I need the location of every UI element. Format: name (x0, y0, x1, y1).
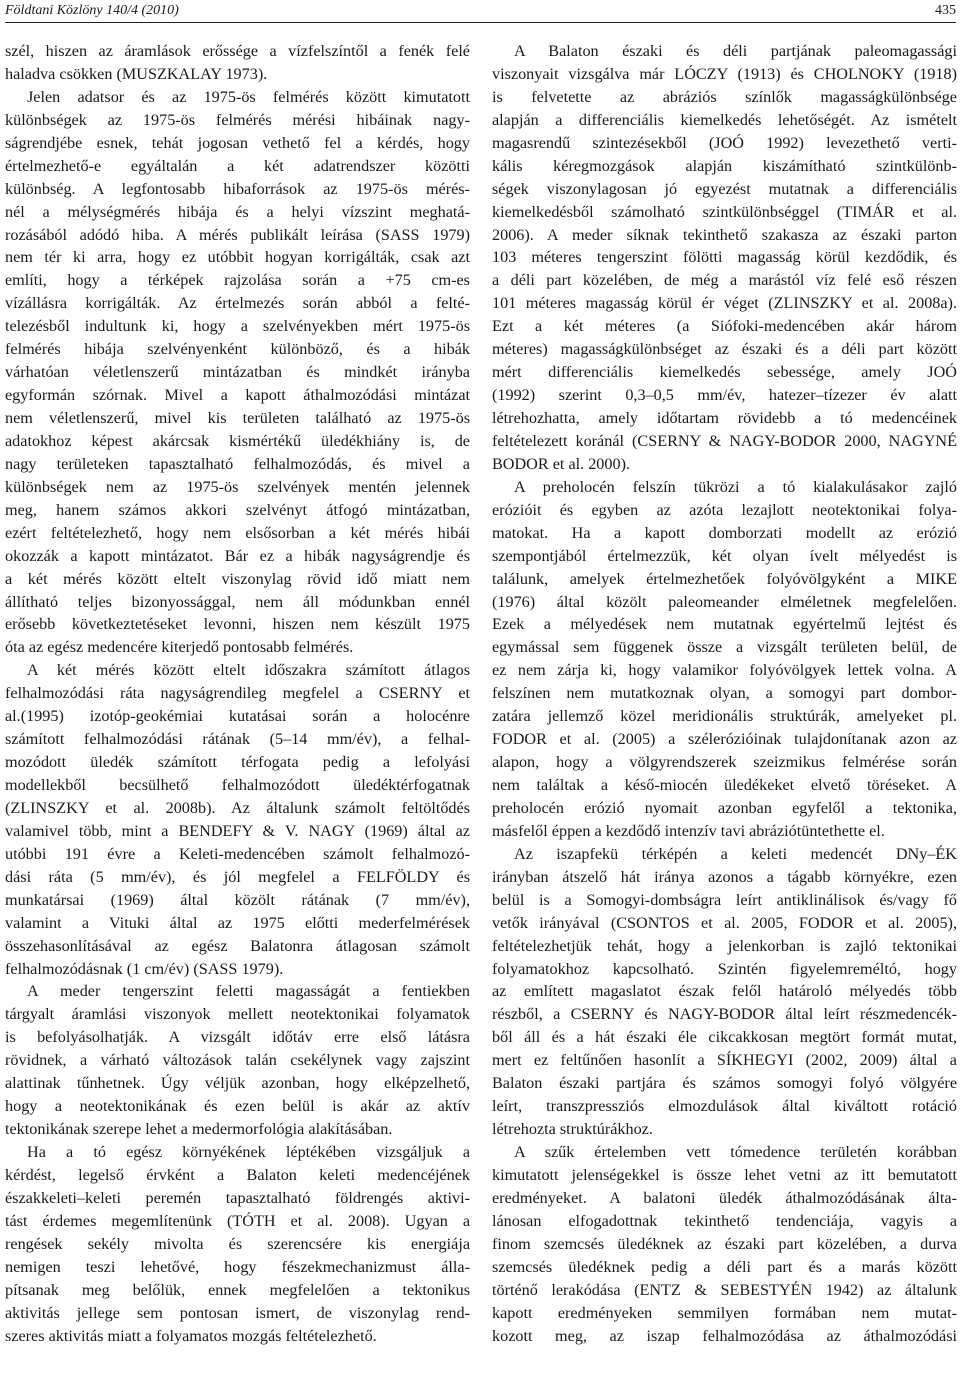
text-line: nem véletlenszerű, mivel kis területen található az 1975-ös (5, 409, 470, 427)
text-line: BODOR et al. 2000). (492, 454, 631, 473)
text-line: (1992) szerint 0,3–0,5 mm/év, hatezer–tízezer év alatt (492, 386, 957, 405)
text-line: szeres aktivitás miatt a folyamatos mozgás feltételezhető. (5, 1326, 377, 1345)
text-line: is befolyásolhatják. A vizsgált időtáv erre első látásra (5, 1028, 470, 1047)
text-line: szemcsés üledéknek pedig a déli part és a marás között (492, 1257, 957, 1276)
text-line: történő lerakódása (ENTZ & SEBESTYÉN 1942) az általunk (492, 1280, 957, 1299)
text-line: erősebb következtetéseket levonni, hiszen nem készült 1975 (5, 615, 470, 634)
text-line: nem találtak a késő-miocén üledékeket elvető töréseket. A (492, 776, 957, 794)
text-line: mozódott üledék számított térfogata pedig a lefolyási (5, 753, 470, 772)
text-line: részből, a CSERNY és NAGY-BODOR által leírt részmedencék- (492, 1005, 957, 1024)
text-line: FODOR et al. (2005) a szélerózióinak tulajdonítanak azon az (492, 730, 957, 749)
text-line: lánosan elfogadottnak tekinthető tendenciája, vagyis a (492, 1211, 957, 1230)
text-line: találunk, amelyek értelmezhetőek folyóvölgyként a MIKE (492, 569, 957, 588)
text-line: különbségek nem az 1975-ös szelvények mentén jelennek (5, 477, 470, 496)
text-line: a déli part közelében, de még a marástól víz felé eső részen (492, 271, 957, 290)
text-line: összehasonlításával az egész Balatonra átlagosan számolt (5, 936, 470, 955)
text-line: rozásából adódó hiba. A mérés publikált leírása (SASS 1979) (5, 225, 470, 244)
text-line: szempontjából értelmezzük, két olyan ívelt mélyedést is (492, 546, 957, 565)
text-line: (ZLINSZKY et al. 2008b). Az általunk számolt feltöltődés (5, 798, 470, 817)
text-line: másfelől éppen a kezdődő intenzív tavi abráziótüntethette el. (492, 821, 885, 840)
text-line: valamivel több, mint a BENDEFY & V. NAGY (1969) által az (5, 821, 470, 840)
text-line: ségek viszonylagosan jó egyezést mutatnak a differenciális (492, 179, 957, 198)
text-line: (1976) által közölt paleomeander elméletnek megfelelően. (492, 592, 957, 611)
text-line: kális kéregmozgások alapján kiszámítható szintkülönb- (492, 156, 957, 175)
text-line: különbség. A legfontosabb hibaforrások az 1975-ös mérés- (5, 179, 470, 198)
text-line: vízállásra korrigálták. Az értelmezés során abból a felté- (5, 294, 470, 313)
text-line: kiemelkedésből számolható szintkülönbséggel (TIMÁR et al. (492, 202, 957, 221)
text-line: különbségek az 1975-ös felmérés mérési hibáinak nagy- (5, 110, 470, 129)
text-line: 103 méteres tengerszint fölötti magasság körül kezdődik, és (492, 248, 957, 267)
text-line: felszínen nem mutatkoznak olyan, a somogyi part dombor- (492, 684, 957, 703)
text-line: alattinak tűnhetnek. Úgy véljük azonban, hogy elképzelhető, (5, 1074, 470, 1093)
text-line: Jelen adatsor és az 1975-ös felmérés között kimutatott (27, 87, 470, 106)
text-line: nemigen teszi lehetővé, hogy fészekmechanizmust álla- (5, 1257, 470, 1276)
text-line: Ezt a két méteres (a Siófoki-medencében akár három (492, 317, 957, 336)
journal-citation: Földtani Közlöny 140/4 (2010) (5, 3, 179, 18)
text-line: a két mérés között eltelt viszonylag rövid idő miatt nem (5, 569, 470, 588)
text-line: matokat. Ha a kapott domborzati modellt az erózió (492, 523, 957, 542)
text-line: kimutatott jelenségekkel is össze lehet vetni az itt bemutatott (492, 1165, 957, 1184)
text-line: északkeleti–keleti peremén tapasztalható földrengés aktivi- (5, 1188, 470, 1207)
running-head (5, 0, 956, 22)
text-line: kozott meg, az iszap felhalmozódása az áthalmozódási (492, 1326, 957, 1345)
text-line: modellekből becsülhető felhalmozódott üledéktérfogatnak (5, 776, 470, 794)
text-line: 2006). A meder síknak tekinthető szakasza az északi parton (492, 225, 957, 244)
text-line: várhatóan véletlenszerű mintázatban és mindkét irányba (5, 363, 470, 382)
text-line: hogy a neotektonikának és ezen belül is akár az aktív (5, 1097, 470, 1116)
text-line: finom szemcsés üledéknek az északi part közelében, a durva (492, 1234, 957, 1253)
text-line: tást érdemes megemlítenünk (TÓTH et al. 2008). Ugyan a (5, 1211, 470, 1230)
text-line: dási ráta (5 mm/év), és jól megfelel a FELFÖLDY és (5, 867, 470, 886)
text-line: eredményeket. A balatoni üledék áthalmozódásának álta- (492, 1188, 957, 1207)
text-line: okozzák a kapott mintázatot. Bár ez a hibák nagyságrendje és (5, 546, 470, 565)
text-line: vetők irányával (CSONTOS et al. 2005, FODOR et al. 2005), (492, 913, 957, 932)
header-rule (5, 22, 956, 23)
text-line: folyamatokhoz kapcsolható. Szintén figyelemreméltó, hogy (492, 959, 957, 978)
text-line: A szűk értelemben vett tómedence területén korábban (514, 1143, 957, 1161)
text-line: kapott eredményeken semmilyen formában nem mutat- (492, 1303, 957, 1322)
text-line: feltételezett koránál (CSERNY & NAGY-BODOR 2000, NAGYNÉ (492, 431, 957, 450)
text-line: munkatársai (1969) által közölt rátának (7 mm/év), (5, 890, 470, 909)
text-line: belül is a Somogyi-dombságra leírt antiklinálisok és/vagy fő (492, 890, 957, 909)
text-line: A preholocén felszín tükrözi a tó kialakulásakor zajló (514, 477, 957, 496)
text-line: felmérés hibája szelvényenként különböző, és a hibák (5, 340, 470, 359)
text-line: mért differenciális kiemelkedés sebessége, amely JOÓ (492, 363, 957, 382)
text-line: tárgyalt áramlási viszonyok mellett neotektonikai folyamatok (5, 1005, 470, 1024)
text-line: preholocén erózió nyomait azonban egyfelől a tektonika, (492, 798, 957, 817)
page-number: 435 (935, 3, 956, 18)
text-line: telezésből indultunk ki, hogy a szelvényekben mért 1975-ös (5, 317, 470, 336)
text-line: nagy területeken tapasztalható felhalmozódás, és mivel a (5, 454, 470, 473)
text-line: tektonikának szerepe lehet a medermorfológia alakításában. (5, 1120, 393, 1139)
text-line: egyformán szórnak. Mivel a kapott áthalmozódási mintázat (5, 386, 470, 405)
text-line: kérdést, legelső érvként a Balaton keleti medencéjének (5, 1165, 470, 1184)
text-line: zatára jellemző közel meridionális struktúrák, amelyeket pl. (492, 707, 957, 726)
text-line: méteres) magasságkülönbséget az északi és a déli part között (492, 340, 957, 359)
text-line: aktivitás jellege sem pontosan ismert, de viszonylag rend- (5, 1303, 470, 1322)
text-line: óta az egész medencére kiterjedő pontosabb felmérés. (5, 638, 354, 657)
text-line: értelmezhető-e egyáltalán a két adatrendszer közötti (5, 156, 470, 175)
text-line: valamint a Vituki által az 1975 előtti mederfelmérések (5, 913, 470, 932)
text-line: mert ez feltűnően hasonlít a SÍKHEGYI (2002, 2009) által a (492, 1051, 957, 1070)
text-line: az említett magaslatot észak felől határoló mélyedés több (492, 982, 957, 1001)
text-line: rengések sekély mivolta és szerencsére kis energiája (5, 1234, 470, 1253)
text-line: említi, hogy a térképek rajzolása során a +75 cm-es (5, 271, 470, 290)
text-line: ez nem zárja ki, hogy valamikor folyóvölgyek lettek volna. A (492, 661, 957, 680)
text-line: is felvetette az abráziós színlők magasságkülönbsége (492, 87, 957, 106)
text-line: 101 méteres magasság körül ér véget (ZLINSZKY et al. 2008a). (492, 294, 957, 313)
text-line: Ha a tó egész környékének léptékében vizsgáljuk a (27, 1143, 470, 1161)
text-line: rövidnek, a várható változások talán csekélynek vagy zajszint (5, 1051, 470, 1070)
text-line: viszonyait vizsgálva már LÓCZY (1913) és CHOLNOKY (1918) (492, 64, 957, 83)
text-line: egymással sem függenek össze a vizsgált területen belül, de (492, 638, 957, 657)
text-line: ezért feltételezhető, hogy nem elsősorban a két mérés hibái (5, 523, 470, 542)
text-line: A Balaton északi és déli partjának paleomagassági (514, 42, 957, 60)
text-line: al.(1995) izotóp-geokémiai kutatásai során a holocénre (5, 707, 470, 726)
text-line: alapon, hogy a völgyrendszerek szeizmikus felmérése során (492, 753, 957, 772)
text-line: ből áll és a hát északi éle cikcakkosan megtört formát mutat, (492, 1028, 957, 1047)
text-line: utóbbi 191 évre a Keleti-medencében számolt felhalmozó- (5, 844, 470, 863)
text-line: Balaton északi partjára és számos somogyi folyó völgyére (492, 1074, 957, 1093)
text-line: alapján a differenciális kiemelkedés lehetőségét. Az ismételt (492, 110, 957, 129)
text-line: állítható teljes bizonyossággal, nem áll módunkban ennél (5, 592, 470, 611)
text-line: A két mérés között eltelt időszakra számított átlagos (27, 661, 470, 680)
text-line: A meder tengerszint feletti magasságát a fentiekben (27, 982, 470, 1001)
text-line: Az iszapfekü térképén a keleti medencét DNy–ÉK (514, 844, 957, 863)
text-line: ságrendjébe esnek, tehát jogosan vethető fel a kérdés, hogy (5, 133, 470, 152)
left-text-column (5, 40, 470, 1347)
text-line: leírt, transzpressziós elmozdulások által kiváltott rotáció (492, 1097, 957, 1116)
text-line: meg, hanem számos akkori szelvényt átfogó mintázatban, (5, 500, 470, 519)
text-line: Ezek a mélyedések nem mutatnak egyértelmű lejtést és (492, 615, 957, 634)
text-line: felhalmozódásnak (1 cm/év) (SASS 1979). (5, 959, 284, 978)
text-line: számított felhalmozódási rátának (5–14 mm/év), a felhal- (5, 730, 470, 749)
text-line: létrehozhatta, amely időtartam rövidebb a tó medencéinek (492, 409, 957, 427)
right-text-column (492, 40, 957, 1347)
text-line: haladva csökken (MUSZKALAY 1973). (5, 64, 268, 83)
text-line: nem tér ki arra, hogy ez utóbbit hogyan korrigálták, csak azt (5, 248, 470, 267)
text-line: erózióit és egyben az azóta lezajlott neotektonikai folya- (492, 500, 957, 519)
text-line: magasrendű szintezésekből (JOÓ 1992) levezethető verti- (492, 133, 957, 152)
text-line: pítsanak meg belőlük, ennek megfelelően a tektonikus (5, 1280, 470, 1299)
text-line: felhalmozódási ráta nagyságrendileg megfelel a CSERNY et (5, 684, 470, 703)
text-line: adatokhoz képest akárcsak kismértékű üledékhiány is, de (5, 431, 470, 450)
text-line: feltételezhetjük tehát, hogy a jelenkorban is zajló tektonikai (492, 936, 957, 955)
text-line: irányban átszelő hát iránya azonos a tágabb környékre, ezen (492, 867, 957, 886)
text-line: szél, hiszen az áramlások erőssége a vízfelszíntől a fenék felé (5, 42, 470, 60)
text-line: nél a mélységmérés hibája és a helyi vízszint meghatá- (5, 202, 470, 221)
text-line: létrehozta struktúrákhoz. (492, 1120, 653, 1139)
